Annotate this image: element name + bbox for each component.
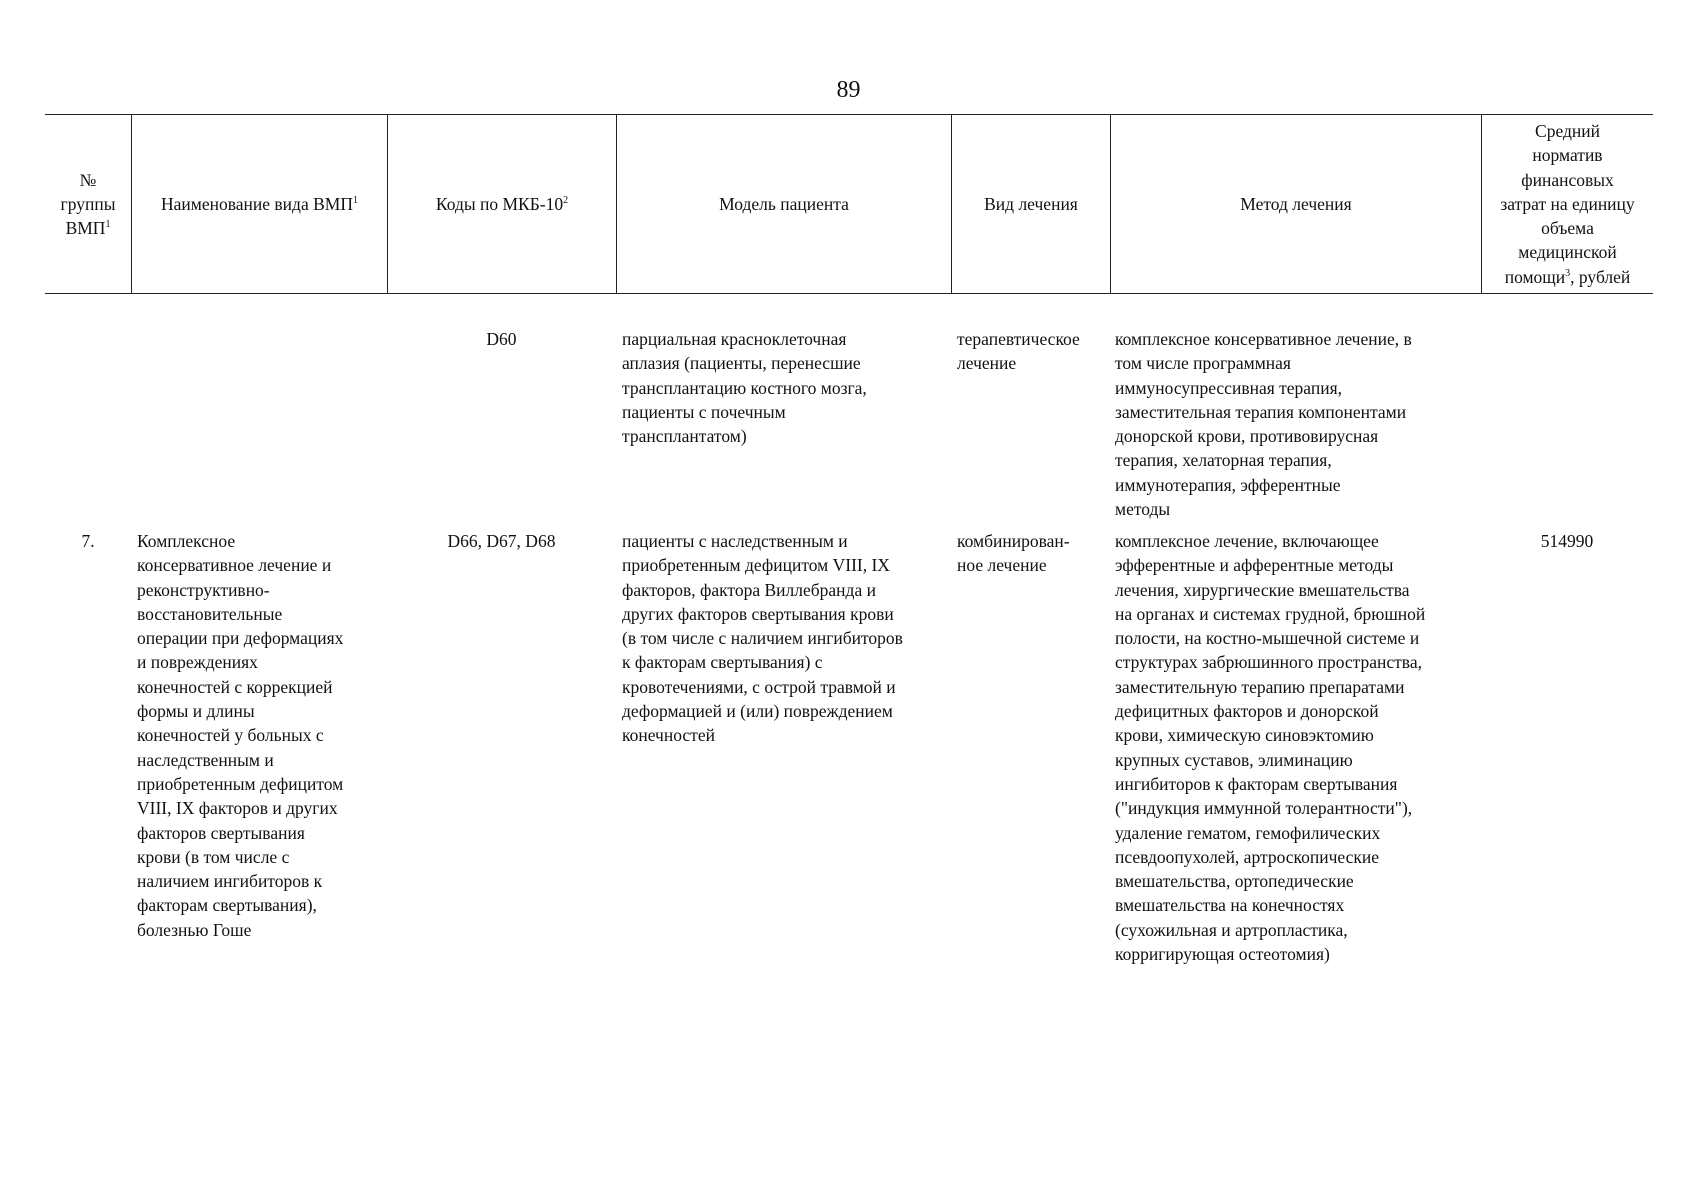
- header-col-group: [45, 115, 131, 293]
- page-number: 89: [836, 77, 861, 103]
- footnote-ref: 1: [105, 219, 111, 231]
- header-col-model: [616, 115, 951, 293]
- header-col-method: [1110, 115, 1481, 293]
- table-header: [45, 114, 1653, 294]
- header-col-model-label: Модель пациента: [719, 193, 849, 214]
- header-col-type-label: Вид лечения: [984, 193, 1078, 214]
- header-col-type: [951, 115, 1110, 293]
- header-col-cost: [1481, 115, 1653, 293]
- header-col-name-label: Наименование вида ВМП: [161, 193, 353, 214]
- header-col-group-label: № группы ВМП: [60, 169, 116, 239]
- cell-method: комплексное консервативное лечение, в том числе программная иммуносупрессивная терапия, заместительная терапия компонентами донорской крови, противовирусная терапия, хелаторная терапия, иммунотерапия, эфферентные методы: [1115, 329, 1412, 520]
- cell-method: комплексное лечение, включающее эфферентные и афферентные методы лечения, хирургические вмешательства на органах и системах грудной, брюшной полости, на костно-мышечной системе и структурах забрюшинного пространства, заместительную терапию препаратами дефицитных факторов и донорской крови, химическую синовэктомию крупных суставов, элиминацию ингибиторов к факторам свертывания ("индукция иммунной толерантности"), удаление гематом, гемофилических псевдоопухолей, артроскопические вмешательства, ортопедические вмешательства на конечностях (сухожильная и артропластика, корригирующая остеотомия): [1115, 531, 1426, 965]
- header-col-cost-label: Средний норматив финансовых затрат на единицу объема медицинской помощи: [1500, 120, 1635, 287]
- cell-name: Комплексное консервативное лечение и реконструктивно- восстановительные операции при деформациях и повреждениях конечностей с коррекцией формы и длины конечностей у больных с наследственным и приобретенным дефицитом VIII, IX факторов и других факторов свертывания крови (в том числе с наличием ингибиторов к факторам свертывания), болезнью Гоше: [137, 531, 344, 940]
- footnote-ref: 3: [1565, 267, 1571, 279]
- header-col-cost-suffix: , рублей: [1570, 266, 1631, 287]
- cell-codes: D60: [486, 329, 517, 349]
- cell-type: комбинирован- ное лечение: [957, 531, 1070, 576]
- header-col-codes: [387, 115, 616, 293]
- cell-group: 7.: [81, 531, 95, 551]
- header-col-method-label: Метод лечения: [1240, 193, 1352, 214]
- header-col-name: [131, 115, 387, 293]
- footnote-ref: 2: [563, 195, 569, 207]
- cell-model: пациенты с наследственным и приобретенным дефицитом VIII, IX факторов, фактора Виллебранда и других факторов свертывания крови (в том числе с наличием ингибиторов к факторам свертывания) с кровотечениями, с острой травмой и деформацией и (или) повреждением конечностей: [622, 531, 903, 746]
- cell-model: парциальная красноклеточная аплазия (пациенты, перенесшие трансплантацию костного мозга, пациенты с почечным трансплантатом): [622, 329, 867, 447]
- cell-codes: D66, D67, D68: [447, 531, 556, 551]
- cell-type: терапевтическое лечение: [957, 329, 1080, 374]
- header-col-codes-label: Коды по МКБ-10: [435, 193, 564, 214]
- cell-cost: 514990: [1540, 531, 1594, 551]
- footnote-ref: 1: [352, 195, 358, 207]
